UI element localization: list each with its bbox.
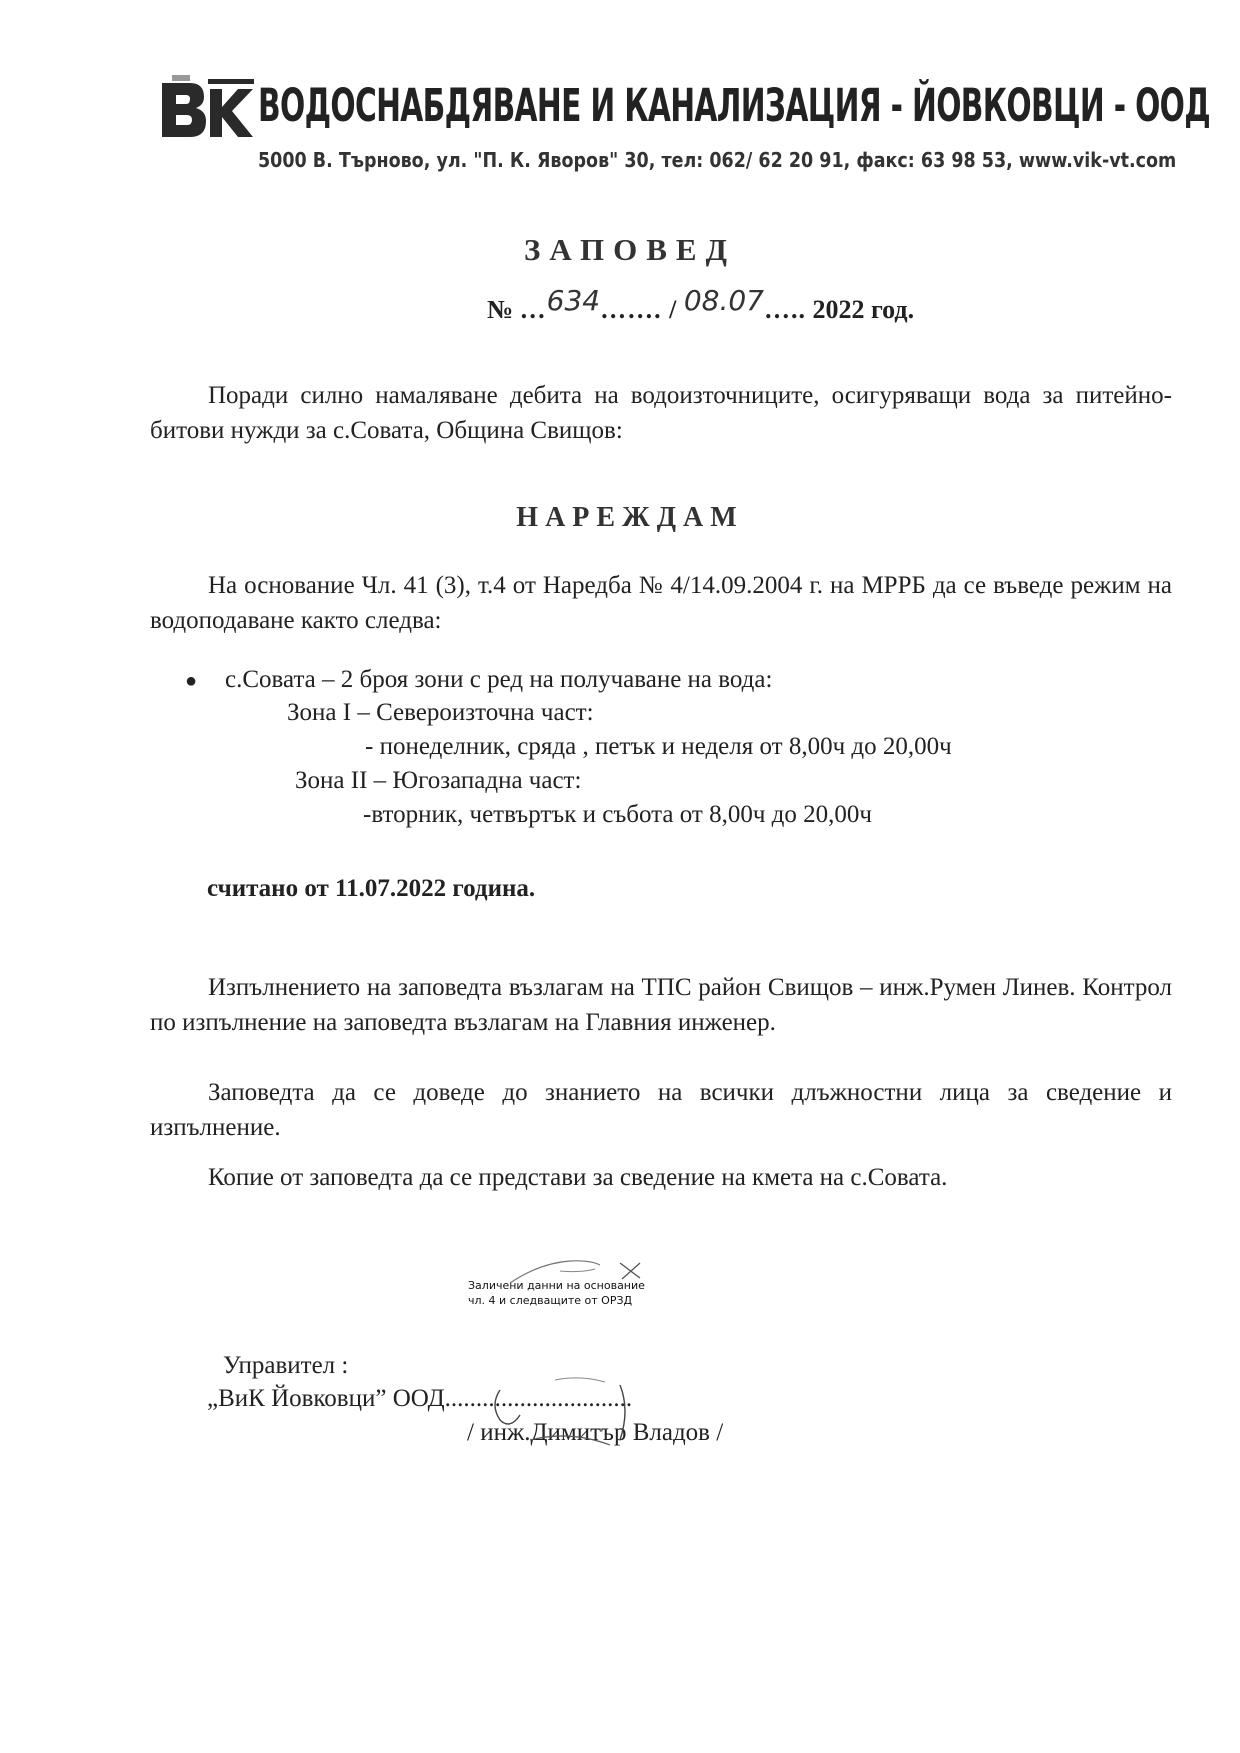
order-number: 634 <box>546 284 601 317</box>
order-date: 08.07 <box>683 284 764 317</box>
bullet-icon: ● <box>185 670 198 692</box>
zone2-days: -вторник, четвъртък и събота от 8,00ч до 20,00ч <box>363 801 872 828</box>
basis-paragraph: На основание Чл. 41 (3), т.4 от Наредба № 4/14.09.2004 г. на МРРБ да се въведе режим на водоподаване както следва: <box>150 572 1172 634</box>
zone2-title: Зона II – Югозападна част: <box>295 767 582 794</box>
effective-date: считано от 11.07.2022 година. <box>207 875 536 902</box>
number-sign: № <box>487 295 514 324</box>
signatory-name: / инж.Димитър Владов / <box>467 1419 724 1446</box>
document-title: ЗАПОВЕД <box>524 232 736 267</box>
handwritten-signature <box>470 1370 690 1465</box>
notify-paragraph: Заповедта да се доведе до знанието на всички длъжностни лица за сведение и изпълнение. <box>150 1079 1172 1141</box>
order-heading: НАРЕЖДАМ <box>516 502 744 533</box>
letterhead <box>160 55 1211 175</box>
execution-paragraph: Изпълнението на заповедта възлагам на ТПС район Свищов – инж.Румен Линев. Контрол по изпълнение на заповедта възлагам на Главния инженер. <box>150 974 1172 1036</box>
order-year: 2022 год. <box>812 295 915 324</box>
company-name: ВОДОСНАБДЯВАНЕ И КАНАЛИЗАЦИЯ - ЙОВКОВЦИ - ООД <box>258 79 1211 132</box>
zone1-days: - понеделник, сряда , петък и неделя от 8,00ч до 20,00ч <box>365 733 952 760</box>
order-number-line: № …634……. / 08.07….. 2022 год. <box>487 284 915 324</box>
redaction-note: Заличени данни на основание чл. 4 и следващите от ОРЗД <box>468 1279 645 1307</box>
signatory-role: Управител : <box>223 1352 349 1379</box>
signatory-company: „ВиК Йовковци” ООД.............................. <box>207 1385 633 1412</box>
company-logo-icon <box>160 75 255 139</box>
company-address: 5000 В. Търново, ул. "П. К. Яворов" 30, тел: 062/ 62 20 91, факс: 63 98 53, www.vik-vt.com <box>258 148 1177 172</box>
copy-paragraph: Копие от заповедта да се представи за сведение на кмета на с.Совата. <box>208 1164 948 1191</box>
zone1-title: Зона I – Североизточна част: <box>287 699 594 726</box>
schedule-village: с.Совата – 2 броя зони с ред на получаване на вода: <box>225 666 773 693</box>
intro-paragraph: Поради силно намаляване дебита на водоизточниците, осигуряващи вода за питейно-битови нужди за с.Совата, Община Свищов: <box>150 382 1172 444</box>
signature-dots: .............................. <box>444 1385 633 1412</box>
